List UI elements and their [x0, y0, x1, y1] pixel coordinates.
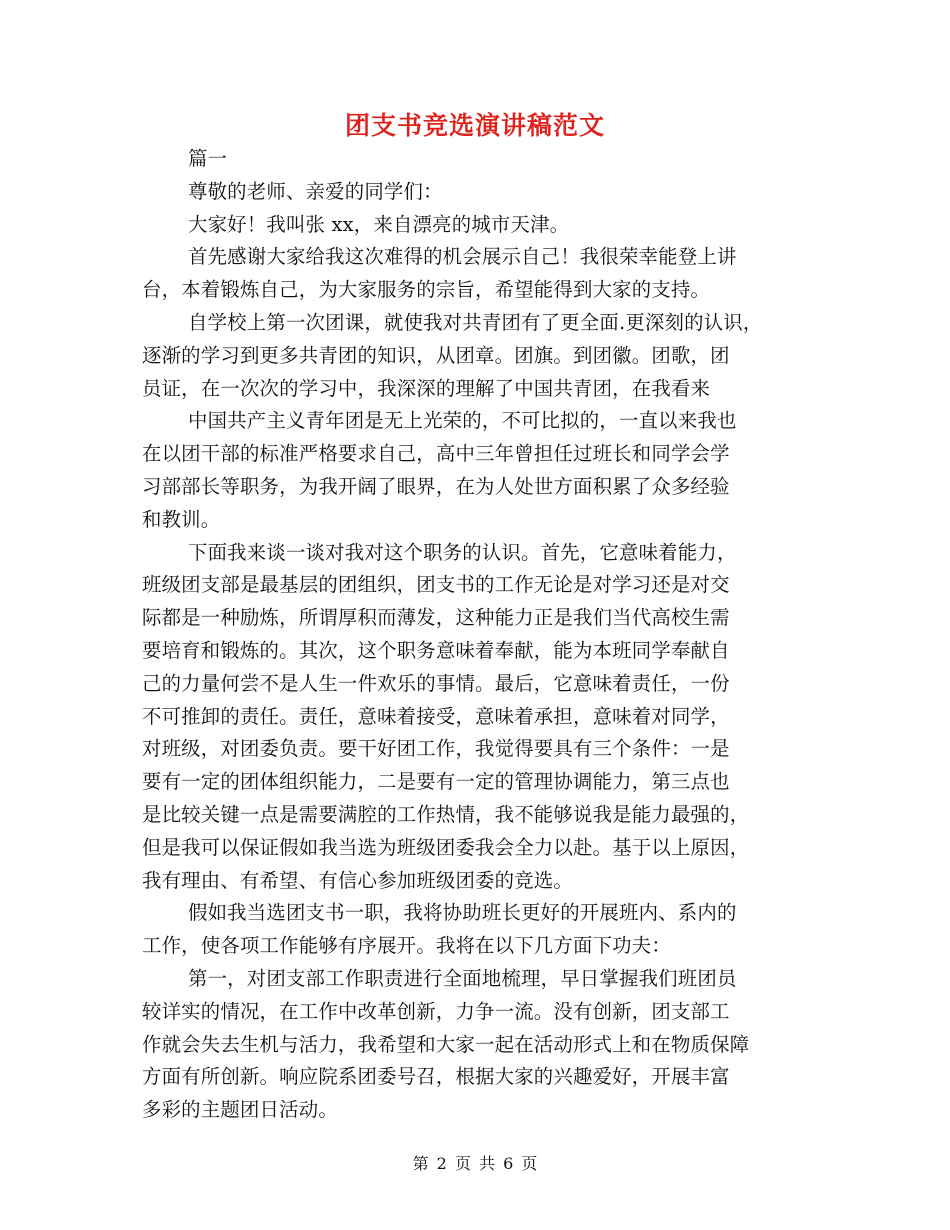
paragraph-line: 自学校上第一次团课，就使我对共青团有了更全面.更深刻的认识， — [188, 310, 763, 334]
paragraph-line: 方面有所创新。响应院系团委号召，根据大家的兴趣爱好，开展丰富 — [142, 1065, 730, 1089]
paragraph-line: 我有理由、有希望、有信心参加班级团委的竞选。 — [142, 868, 573, 892]
document-title: 团支书竞选演讲稿范文 — [344, 111, 605, 140]
paragraph-line: 作就会失去生机与活力，我希望和大家一起在活动形式上和在物质保障 — [142, 1032, 750, 1056]
paragraph-line: 台，本着锻炼自己，为大家服务的宗旨，希望能得到大家的支持。 — [142, 278, 711, 302]
paragraph-line: 要有一定的团体组织能力，二是要有一定的管理协调能力，第三点也 — [142, 770, 730, 794]
paragraph-line: 多彩的主题团日活动。 — [142, 1098, 338, 1122]
paragraph-line: 习部部长等职务，为我开阔了眼界，在为人处世方面积累了众多经验 — [142, 474, 730, 498]
paragraph-line: 第一，对团支部工作职责进行全面地梳理，早日掌握我们班团员 — [188, 966, 737, 990]
paragraph-line: 但是我可以保证假如我当选为班级团委我会全力以赴。基于以上原因， — [142, 835, 750, 859]
paragraph-line: 首先感谢大家给我这次难得的机会展示自己！我很荣幸能登上讲 — [188, 245, 737, 269]
paragraph-line: 工作，使各项工作能够有序展开。我将在以下几方面下功夫： — [142, 934, 671, 958]
paragraph-line: 际都是一种励炼，所谓厚积而薄发，这种能力正是我们当代高校生需 — [142, 606, 730, 630]
paragraph-line: 大家好！我叫张 xx，来自漂亮的城市天津。 — [188, 212, 570, 236]
paragraph-line: 己的力量何尝不是人生一件欢乐的事情。最后，它意味着责任，一份 — [142, 671, 730, 695]
paragraph-line: 对班级，对团委负责。要干好团工作，我觉得要具有三个条件：一是 — [142, 737, 730, 761]
page-footer: 第 2 页 共 6 页 — [412, 1154, 538, 1173]
paragraph-line: 不可推卸的责任。责任，意味着接受，意味着承担，意味着对同学， — [142, 704, 730, 728]
paragraph-line: 逐渐的学习到更多共青团的知识，从团章。团旗。到团徽。团歌，团 — [142, 343, 730, 367]
paragraph-line: 尊敬的老师、亲爱的同学们： — [188, 179, 443, 203]
document-body — [142, 143, 822, 1127]
paragraph-line: 假如我当选团支书一职，我将协助班长更好的开展班内、系内的 — [188, 901, 737, 925]
paragraph-line: 和教训。 — [142, 507, 221, 531]
paragraph-line: 员证，在一次次的学习中，我深深的理解了中国共青团，在我看来 — [142, 376, 711, 400]
paragraph-line: 篇一 — [188, 147, 228, 170]
paragraph-line: 要培育和锻炼的。其次，这个职务意味着奉献，能为本班同学奉献自 — [142, 638, 730, 662]
paragraph-line: 班级团支部是最基层的团组织，团支书的工作无论是对学习还是对交 — [142, 573, 730, 597]
paragraph-line: 下面我来谈一谈对我对这个职务的认识。首先，它意味着能力， — [188, 540, 737, 564]
paragraph-line: 中国共产主义青年团是无上光荣的，不可比拟的，一直以来我也 — [188, 409, 737, 433]
paragraph-line: 在以团干部的标准严格要求自己，高中三年曾担任过班长和同学会学 — [142, 442, 730, 466]
paragraph-line: 是比较关键一点是需要满腔的工作热情，我不能够说我是能力最强的， — [142, 802, 750, 826]
paragraph-line: 较详实的情况，在工作中改革创新，力争一流。没有创新，团支部工 — [142, 999, 730, 1023]
